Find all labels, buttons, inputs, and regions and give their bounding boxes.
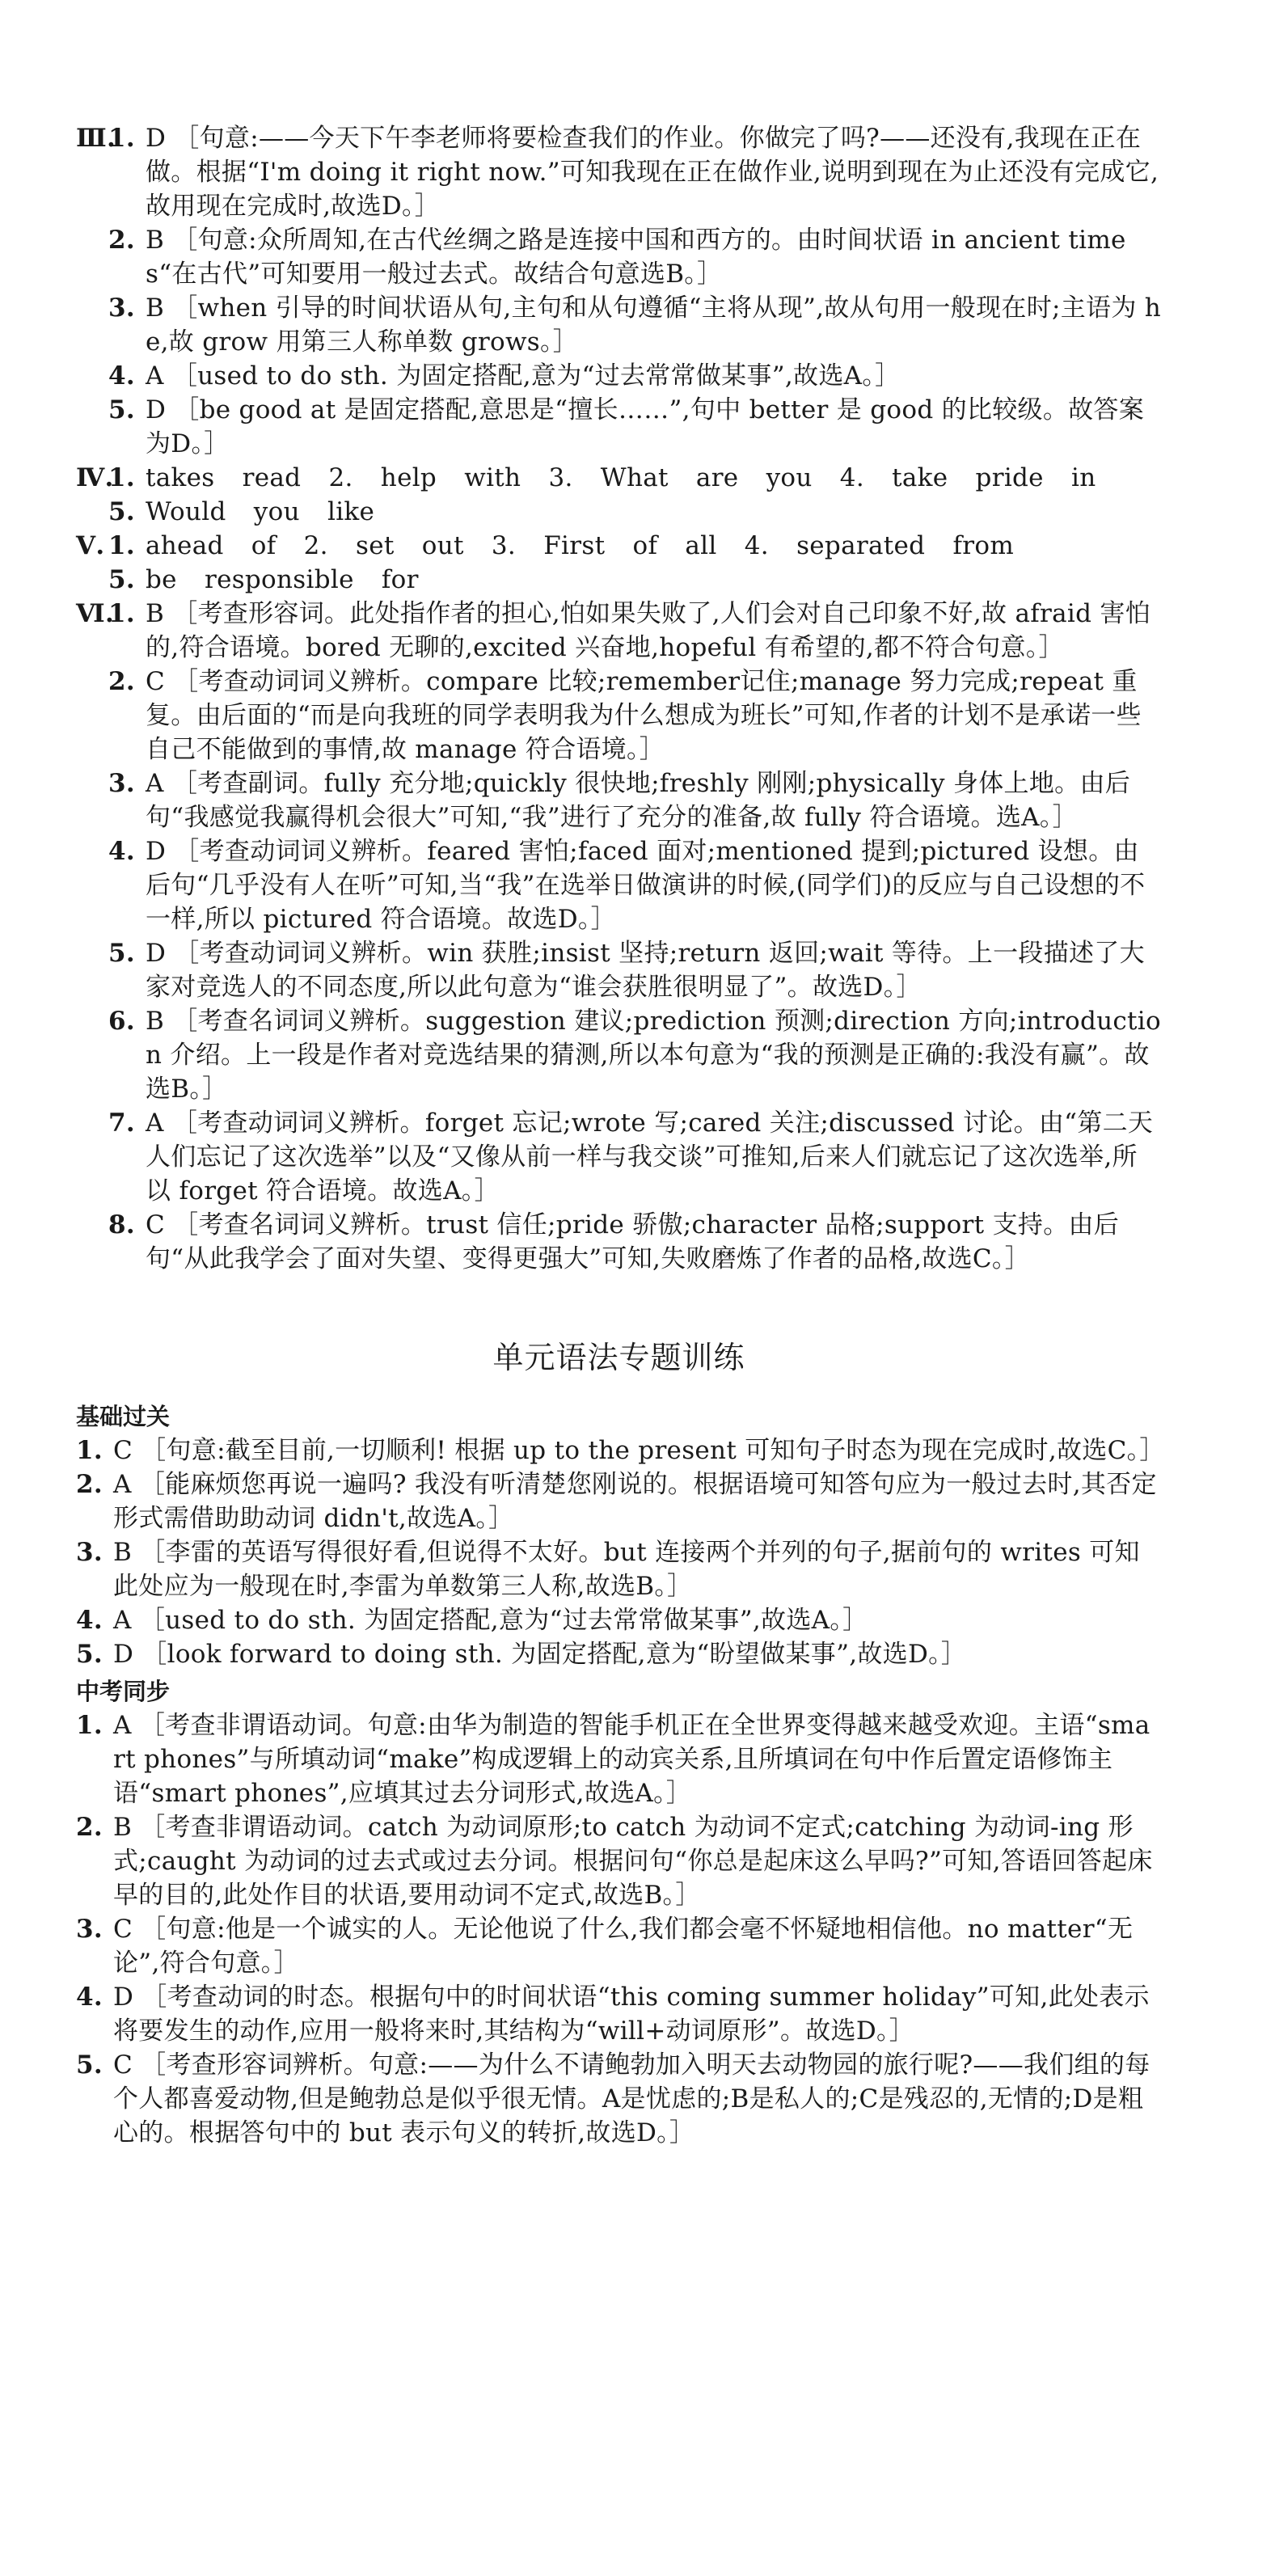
section-label: Ⅲ.: [76, 124, 116, 153]
item-number: 3.: [108, 769, 135, 798]
item-number: 8.: [108, 1210, 135, 1239]
answer-item: [76, 1106, 1162, 1208]
item-number: 3.: [108, 293, 135, 323]
item-text: C ［句意:截至目前,一切顺利! 根据 up to the present 可知句子时态为现在完成时,故选C。］: [113, 1436, 1165, 1465]
item-text: C ［考查形容词辨析。句意:——为什么不请鲍勃加入明天去动物园的旅行呢?——我们组的每个人都喜爱动物,但是鲍勃总是似乎很无情。A是忧虑的;B是私人的;C是残忍的,无情的;D是粗心的。根据答句中的 but 表示句义的转折,故选D。］: [113, 2050, 1150, 2147]
group-exam: [76, 1674, 1162, 2150]
answer-item: [76, 1912, 1162, 1980]
item-number: 2.: [108, 667, 135, 696]
answer-item: [76, 495, 1162, 529]
item-number: 2.: [108, 226, 135, 255]
item-text: be responsible for: [146, 565, 419, 594]
answer-item: [76, 1810, 1162, 1912]
group-title: 中考同步: [76, 1678, 171, 1705]
item-text: A ［used to do sth. 为固定搭配,意为“过去常常做某事”,故选A。］: [113, 1606, 868, 1635]
item-number: 3.: [76, 1915, 103, 1944]
item-number: 5.: [108, 939, 135, 968]
group-basic: [76, 1400, 1165, 1671]
section-label: Ⅴ.: [76, 531, 105, 560]
item-text: C ［句意:他是一个诚实的人。无论他说了什么,我们都会毫不怀疑地相信他。no matter“无论”,符合句意。］: [113, 1915, 1134, 1978]
item-number: 1.: [108, 531, 135, 560]
section-label: Ⅵ.: [76, 599, 115, 628]
item-number: 5.: [76, 2050, 103, 2080]
item-number: 6.: [108, 1007, 135, 1036]
answer-item: [76, 766, 1162, 834]
item-text: D ［be good at 是固定搭配,意思是“擅长……”,句中 better 是 good 的比较级。故答案为D。］: [146, 395, 1145, 458]
item-number: 3.: [76, 1538, 103, 1567]
answer-item: [76, 393, 1162, 461]
section-3: [76, 121, 1162, 461]
answer-item: [76, 461, 1162, 495]
item-text: B ［考查名词词义辨析。suggestion 建议;prediction 预测;direction 方向;introduction 介绍。上一段是作者对竞选结果的猜测,所以本句意为“我的预测是正确的:我没有赢”。故选B。］: [146, 1007, 1161, 1104]
item-number: 5.: [108, 497, 135, 526]
item-text: B ［句意:众所周知,在古代丝绸之路是连接中国和西方的。由时间状语 in ancient times“在古代”可知要用一般过去式。故结合句意选B。］: [146, 226, 1126, 289]
answer-item: [76, 223, 1162, 291]
answer-item: [76, 1434, 1165, 1467]
item-text: B ［when 引导的时间状语从句,主句和从句遵循“主将从现”,故从句用一般现在时;主语为 he,故 grow 用第三人称单数 grows。］: [146, 293, 1162, 357]
item-number: 5.: [76, 1640, 103, 1669]
answer-item: [76, 291, 1162, 359]
item-text: D ［考查动词词义辨析。win 获胜;insist 坚持;return 返回;wait 等待。上一段描述了大家对竞选人的不同态度,所以此句意为“谁会获胜很明显了”。故选D。］: [146, 939, 1145, 1002]
section-4: [76, 461, 1162, 529]
item-text: takes read 2. help with 3. What are you 4. take pride in: [146, 463, 1096, 492]
item-number: 1.: [76, 1711, 103, 1740]
item-number: 5.: [108, 395, 135, 424]
answer-item: [76, 1708, 1162, 1810]
item-number: 4.: [76, 1983, 103, 2012]
item-text: D ［考查动词词义辨析。feared 害怕;faced 面对;mentioned 提到;pictured 设想。由后句“几乎没有人在听”可知,当“我”在选举日做演讲的时候,(同学们)的反应与自己设想的不一样,所以 pictured 符合语境。故选D。］: [146, 837, 1146, 934]
item-text: A ［考查动词词义辨析。forget 忘记;wrote 写;cared 关注;discussed 讨论。由“第二天人们忘记了这次选举”以及“又像从前一样与我交谈”可推知,后来人们就忘记了这次选举,所以 forget 符合语境。故选A。］: [146, 1109, 1154, 1206]
section-label: Ⅳ.: [76, 463, 114, 492]
item-text: D ［句意:——今天下午李老师将要检查我们的作业。你做完了吗?——还没有,我现在正在做。根据“I'm doing it right now.”可知我现在正在做作业,说明到现在为止还没有完成它,故用现在完成时,故选D。］: [146, 124, 1159, 221]
answer-item: [76, 1004, 1162, 1106]
section-heading: 单元语法专题训练: [492, 1340, 745, 1375]
answer-item: [76, 1637, 1162, 1671]
answer-item: [76, 1208, 1162, 1276]
item-number: 4.: [76, 1606, 103, 1635]
item-number: 1.: [108, 463, 135, 492]
item-number: 7.: [108, 1109, 135, 1138]
answer-item: [76, 1603, 1162, 1637]
answer-item: [76, 936, 1162, 1004]
answer-item: [76, 1467, 1162, 1535]
answer-item: [76, 121, 1162, 223]
item-text: A ［考查非谓语动词。句意:由华为制造的智能手机正在全世界变得越来越受欢迎。主语“smart phones”与所填动词“make”构成逻辑上的动宾关系,且所填词在句中作后置定语修饰主语“smart phones”,应填其过去分词形式,故选A。］: [113, 1711, 1150, 1808]
item-number: 1.: [108, 124, 135, 153]
item-text: A ［考查副词。fully 充分地;quickly 很快地;freshly 刚刚;physically 身体上地。由后句“我感觉我赢得机会很大”可知,“我”进行了充分的准备,故 fully 符合语境。选A。］: [146, 769, 1131, 832]
item-text: C ［考查名词词义辨析。trust 信任;pride 骄傲;character 品格;support 支持。由后句“从此我学会了面对失望、变得更强大”可知,失败磨炼了作者的品格,故选C。］: [146, 1210, 1120, 1273]
answer-item: [76, 597, 1162, 665]
item-number: 1.: [76, 1436, 103, 1465]
item-text: B ［考查非谓语动词。catch 为动词原形;to catch 为动词不定式;catching 为动词-ing 形式;caught 为动词的过去式或过去分词。根据问句“你总是起床这么早吗?”可知,答语回答起床早的目的,此处作目的状语,要用动词不定式,故选B。］: [113, 1813, 1153, 1910]
section-5: [76, 529, 1162, 597]
item-number: 2.: [76, 1813, 103, 1842]
item-text: Would you like: [146, 497, 375, 526]
answer-item: [76, 665, 1162, 766]
item-text: D ［考查动词的时态。根据句中的时间状语“this coming summer holiday”可知,此处表示将要发生的动作,应用一般将来时,其结构为“will+动词原形”。故选D。］: [113, 1983, 1150, 2046]
item-number: 5.: [108, 565, 135, 594]
item-text: D ［look forward to doing sth. 为固定搭配,意为“盼望做某事”,故选D。］: [113, 1640, 967, 1669]
item-text: ahead of 2. set out 3. First of all 4. separated from: [146, 531, 1015, 560]
answer-item: [76, 1980, 1162, 2048]
answer-item: [76, 359, 1162, 393]
item-text: B ［考查形容词。此处指作者的担心,怕如果失败了,人们会对自己印象不好,故 afraid 害怕的,符合语境。bored 无聊的,excited 兴奋地,hopeful 有希望的,都不符合句意。］: [146, 599, 1151, 662]
item-text: A ［能麻烦您再说一遍吗? 我没有听清楚您刚说的。根据语境可知答句应为一般过去时,其否定形式需借助助动词 didn't,故选A。］: [113, 1470, 1157, 1533]
group-title: 基础过关: [76, 1403, 171, 1430]
answer-item: [76, 529, 1162, 563]
answer-item: [76, 1535, 1162, 1603]
item-text: B ［李雷的英语写得很好看,但说得不太好。but 连接两个并列的句子,据前句的 writes 可知此处应为一般现在时,李雷为单数第三人称,故选B。］: [113, 1538, 1140, 1601]
answer-item: [76, 563, 1162, 597]
item-number: 4.: [108, 837, 135, 866]
item-text: C ［考查动词词义辨析。compare 比较;remember记住;manage 努力完成;repeat 重复。由后面的“而是向我班的同学表明我为什么想成为班长”可知,作者的计划不是承诺一些自己不能做到的事情,故 manage 符合语境。］: [146, 667, 1142, 764]
answer-item: [76, 834, 1162, 936]
item-number: 1.: [108, 599, 135, 628]
section-6: [76, 597, 1162, 1276]
item-text: A ［used to do sth. 为固定搭配,意为“过去常常做某事”,故选A。］: [146, 361, 901, 391]
item-number: 2.: [76, 1470, 103, 1499]
item-number: 4.: [108, 361, 135, 391]
answer-item: [76, 2048, 1162, 2150]
